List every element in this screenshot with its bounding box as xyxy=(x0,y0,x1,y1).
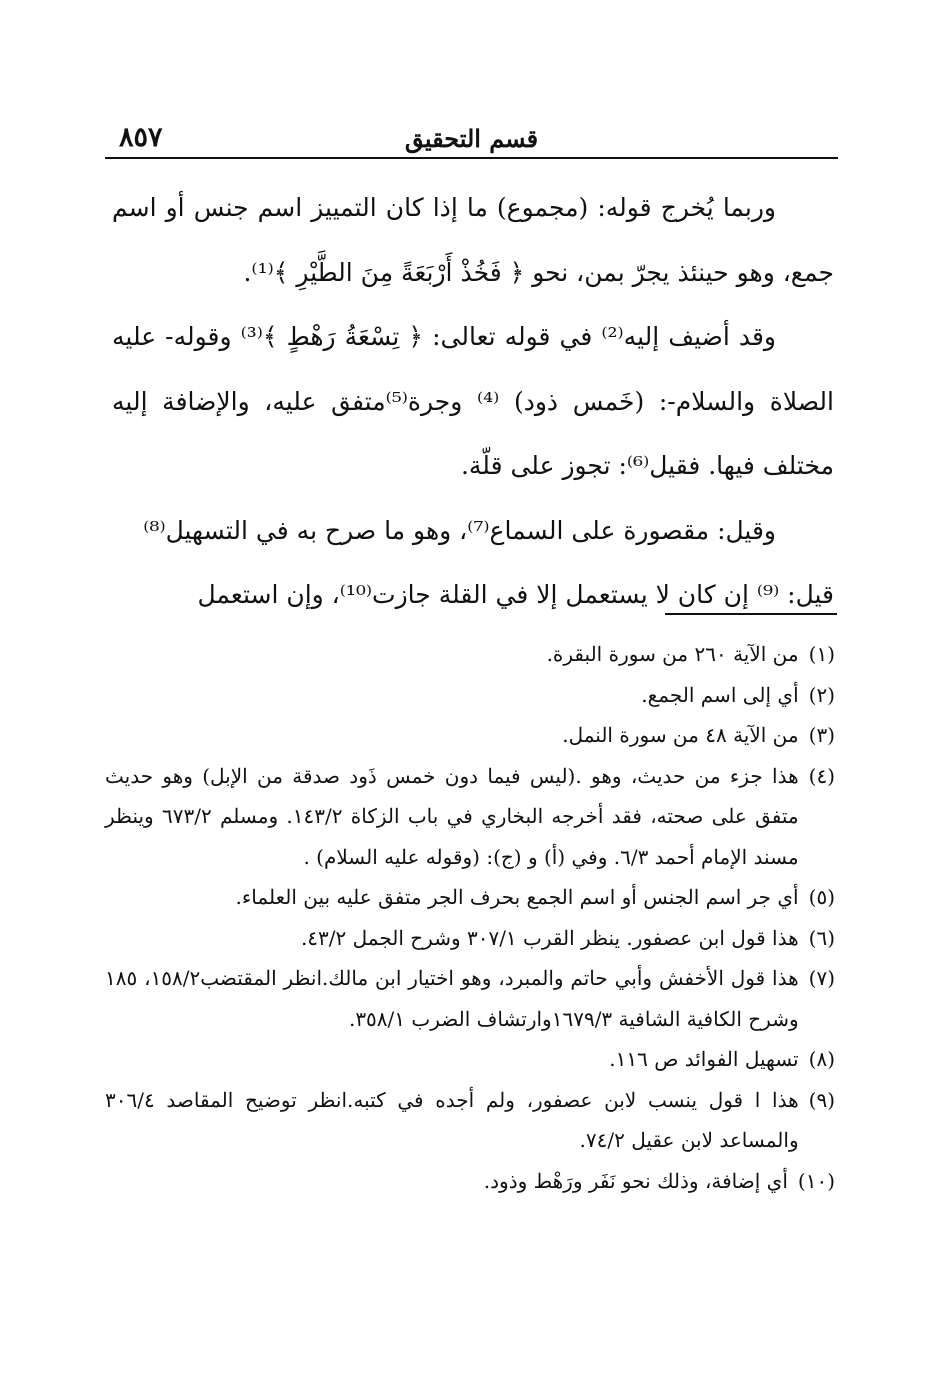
footnote-text: هذا قول ابن عصفور. ينظر القرب ٣٠٧/١ وشرح الجمل ٤٣/٢. xyxy=(300,925,799,950)
footnotes xyxy=(105,634,835,1201)
footnote-text: من الآية ٤٨ من سورة النمل. xyxy=(562,723,799,747)
footnote-text: من الآية ٢٦٠ من سورة البقرة. xyxy=(546,642,799,666)
footnote-number: (٣) xyxy=(808,723,835,747)
page-header xyxy=(105,122,838,162)
footnote-8 xyxy=(105,1039,835,1080)
footnote-number: (٩) xyxy=(808,1087,835,1112)
page-title: قسم التحقيق xyxy=(404,124,539,153)
footnote-1 xyxy=(105,634,835,675)
footnote-text: أي جر اسم الجنس أو اسم الجمع بحرف الجر متفق عليه بين العلماء. xyxy=(235,885,799,909)
footnote-number: (٥) xyxy=(808,885,835,909)
body-paragraph: وربما يُخرج قوله: (مجموع) ما إذا كان التمييز اسم جنس أو اسم جمع، وهو حينئذ يجرّ بمن، نحو ﴿ فَخُذْ أَرْبَعَةً مِنَ الطَّيْرِ ﴾⁽¹⁾. xyxy=(112,193,834,287)
footnote-text: هذا جزء من حديث، وهو .(ليس فيما دون خمس ذَود صدقة من الإبل) وهو حديث متفق على صحته، فقد أخرجه البخاري في باب الزكاة ١٤٣/٢. ومسلم ٦٧٣/٢ وينظر مسند الإمام أحمد ٦/٣. وفي (أ) و (ج): (وقوله عليه السلام) . xyxy=(105,763,799,869)
footnote-number: (٢) xyxy=(808,682,835,707)
footnote-text: هذا ا قول ينسب لابن عصفور، ولم أجده في كتبه.انظر توضيح المقاصد ٣٠٦/٤ والمساعد لابن عقيل ٧٤/٢. xyxy=(105,1087,799,1152)
page-number: ٨٥٧ xyxy=(119,122,163,153)
footnote-text: هذا قول الأخفش وأبي حاتم والمبرد، وهو اختيار ابن مالك.انظر المقتضب١٥٨/٢، ١٨٥ وشرح الكافية الشافية ١٦٧٩/٣وارتشاف الضرب ٣٥٨/١. xyxy=(105,966,799,1031)
footnote-3 xyxy=(105,715,835,756)
footnote-text: أي إلى اسم الجمع. xyxy=(641,682,799,707)
body-paragraph: وقيل: مقصورة على السماع⁽⁷⁾، وهو ما صرح به في التسهيل⁽⁸⁾ xyxy=(143,515,776,545)
footnote-6 xyxy=(105,918,835,959)
footnote-number: (١) xyxy=(808,642,835,666)
footnote-number: (٧) xyxy=(808,966,835,990)
footnote-5 xyxy=(105,877,835,918)
footnote-divider xyxy=(665,613,837,615)
footnote-number: (٨) xyxy=(808,1047,835,1071)
footnote-7 xyxy=(105,958,835,1039)
footnote-number: (٦) xyxy=(808,925,835,950)
footnote-number: (٤) xyxy=(808,763,835,788)
main-text xyxy=(112,176,834,628)
footnote-number: (١٠) xyxy=(797,1168,835,1193)
footnote-9 xyxy=(105,1080,835,1161)
body-paragraph: وقد أضيف إليه⁽²⁾ في قوله تعالى: ﴿ تِسْعَةُ رَهْطٍ ﴾⁽³⁾ وقوله- عليه الصلاة والسلام-: (خَمس ذود) ⁽⁴⁾ وجرة⁽⁵⁾متفق عليه، والإضافة إليه مختلف فيها. فقيل⁽⁶⁾: تجوز على قلّة. xyxy=(112,322,834,480)
footnote-text: أي إضافة، وذلك نحو نَفَر ورَهْط وذود. xyxy=(483,1168,788,1193)
footnote-text: تسهيل الفوائد ص ١١٦. xyxy=(609,1047,799,1071)
footnote-4 xyxy=(105,756,835,878)
body-paragraph: قيل: ⁽⁹⁾ إن كان لا يستعمل إلا في القلة جازت⁽¹⁰⁾، وإن استعمل xyxy=(197,580,834,609)
footnote-10 xyxy=(105,1161,835,1202)
header-divider xyxy=(105,157,838,159)
footnote-2 xyxy=(105,675,835,716)
